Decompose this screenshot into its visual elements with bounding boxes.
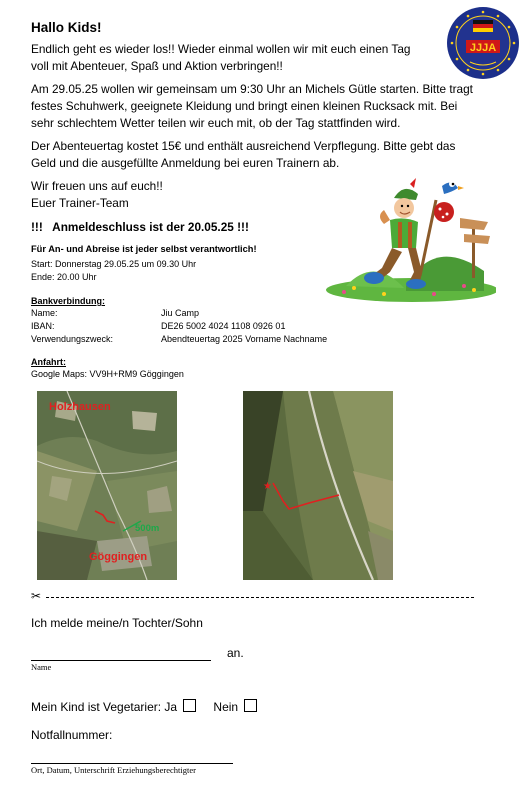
scissors-icon: ✂ (31, 589, 42, 603)
greeting-heading: Hallo Kids! (31, 20, 102, 35)
bank-heading: Bankverbindung: (31, 296, 106, 306)
intro-paragraph (31, 41, 410, 75)
bank-key: Name: (31, 308, 58, 318)
map-label-goeggingen: Göggingen (89, 551, 148, 563)
bank-key: Verwendungszweck: (31, 334, 114, 344)
cost-line-1: Der Abenteuertag kostet 15€ und enthält ausreichend Verpflegung. Bitte gebt das (31, 139, 456, 153)
details-line-3: sehr schlechtem Wetter teilen wir euch mit, ob der Tag stattfinden wird. (31, 116, 401, 130)
vegetarian-no-label: Nein (213, 700, 239, 714)
maps-code: Google Maps: VV9H+RM9 Göggingen (31, 369, 184, 379)
signature-underline[interactable] (31, 763, 233, 764)
vegetarian-yes-checkbox[interactable] (183, 699, 196, 712)
deadline-notice: !!! Anmeldeschluss ist der 20.05.25 !!! (31, 220, 249, 234)
closing-line-2: Euer Trainer-Team (31, 196, 129, 210)
name-caption: Name (31, 662, 52, 672)
end-time: Ende: 20.00 Uhr (31, 272, 97, 282)
emergency-label: Notfallnummer: (31, 728, 113, 742)
cost-paragraph (31, 138, 455, 172)
logo-text: JJJA (469, 42, 497, 54)
hiker-clipart (324, 176, 496, 302)
vegetarian-no-checkbox[interactable] (244, 699, 257, 712)
map-scale-label: 500m (135, 523, 160, 534)
bank-row (31, 308, 431, 319)
an-text: an. (227, 646, 244, 660)
cut-line (46, 597, 474, 598)
closing (31, 178, 163, 212)
club-logo (446, 6, 520, 80)
details-paragraph (31, 81, 473, 132)
map-label-holzhausen: Holzhausen (49, 401, 111, 413)
signature-caption: Ort, Datum, Unterschrift Erziehungsberechtigter (31, 765, 196, 775)
start-time: Start: Donnerstag 29.05.25 um 09.30 Uhr (31, 259, 197, 269)
detail-map (243, 391, 393, 580)
bank-value: Abendteuertag 2025 Vorname Nachname (161, 334, 328, 344)
overview-map (37, 391, 177, 580)
details-line-1: Am 29.05.25 wollen wir gemeinsam um 9:30 Uhr an Michels Gütle starten. Bitte tragt (31, 82, 473, 96)
cost-line-2: Geld und die ausgefüllte Anmeldung bei euren Trainern ab. (31, 156, 340, 170)
vegetarian-row (31, 699, 257, 714)
intro-line-1: Endlich geht es wieder los!! Wieder einmal wollen wir mit euch einen Tag (31, 42, 411, 56)
register-line: Ich melde meine/n Tochter/Sohn (31, 616, 203, 630)
vegetarian-label: Mein Kind ist Vegetarier: Ja (31, 700, 178, 714)
closing-line-1: Wir freuen uns auf euch!! (31, 179, 163, 193)
bank-value: DE26 5002 4024 1108 0926 01 (161, 321, 286, 331)
travel-note: Für An- und Abreise ist jeder selbst verantwortlich! (31, 244, 257, 254)
bank-value: Jiu Camp (161, 308, 200, 318)
directions-heading: Anfahrt: (31, 357, 66, 367)
bank-row (31, 334, 431, 345)
bank-key: IBAN: (31, 321, 55, 331)
intro-line-2: voll mit Abenteuer, Spaß und Aktion verbringen!! (31, 59, 283, 73)
name-underline[interactable] (31, 660, 211, 661)
svg-text:★: ★ (263, 481, 272, 492)
details-line-2: festes Schuhwerk, geeignete Kleidung und bringt einen kleinen Rucksack mit. Bei (31, 99, 458, 113)
bank-row (31, 321, 431, 332)
bank-table (31, 308, 431, 345)
